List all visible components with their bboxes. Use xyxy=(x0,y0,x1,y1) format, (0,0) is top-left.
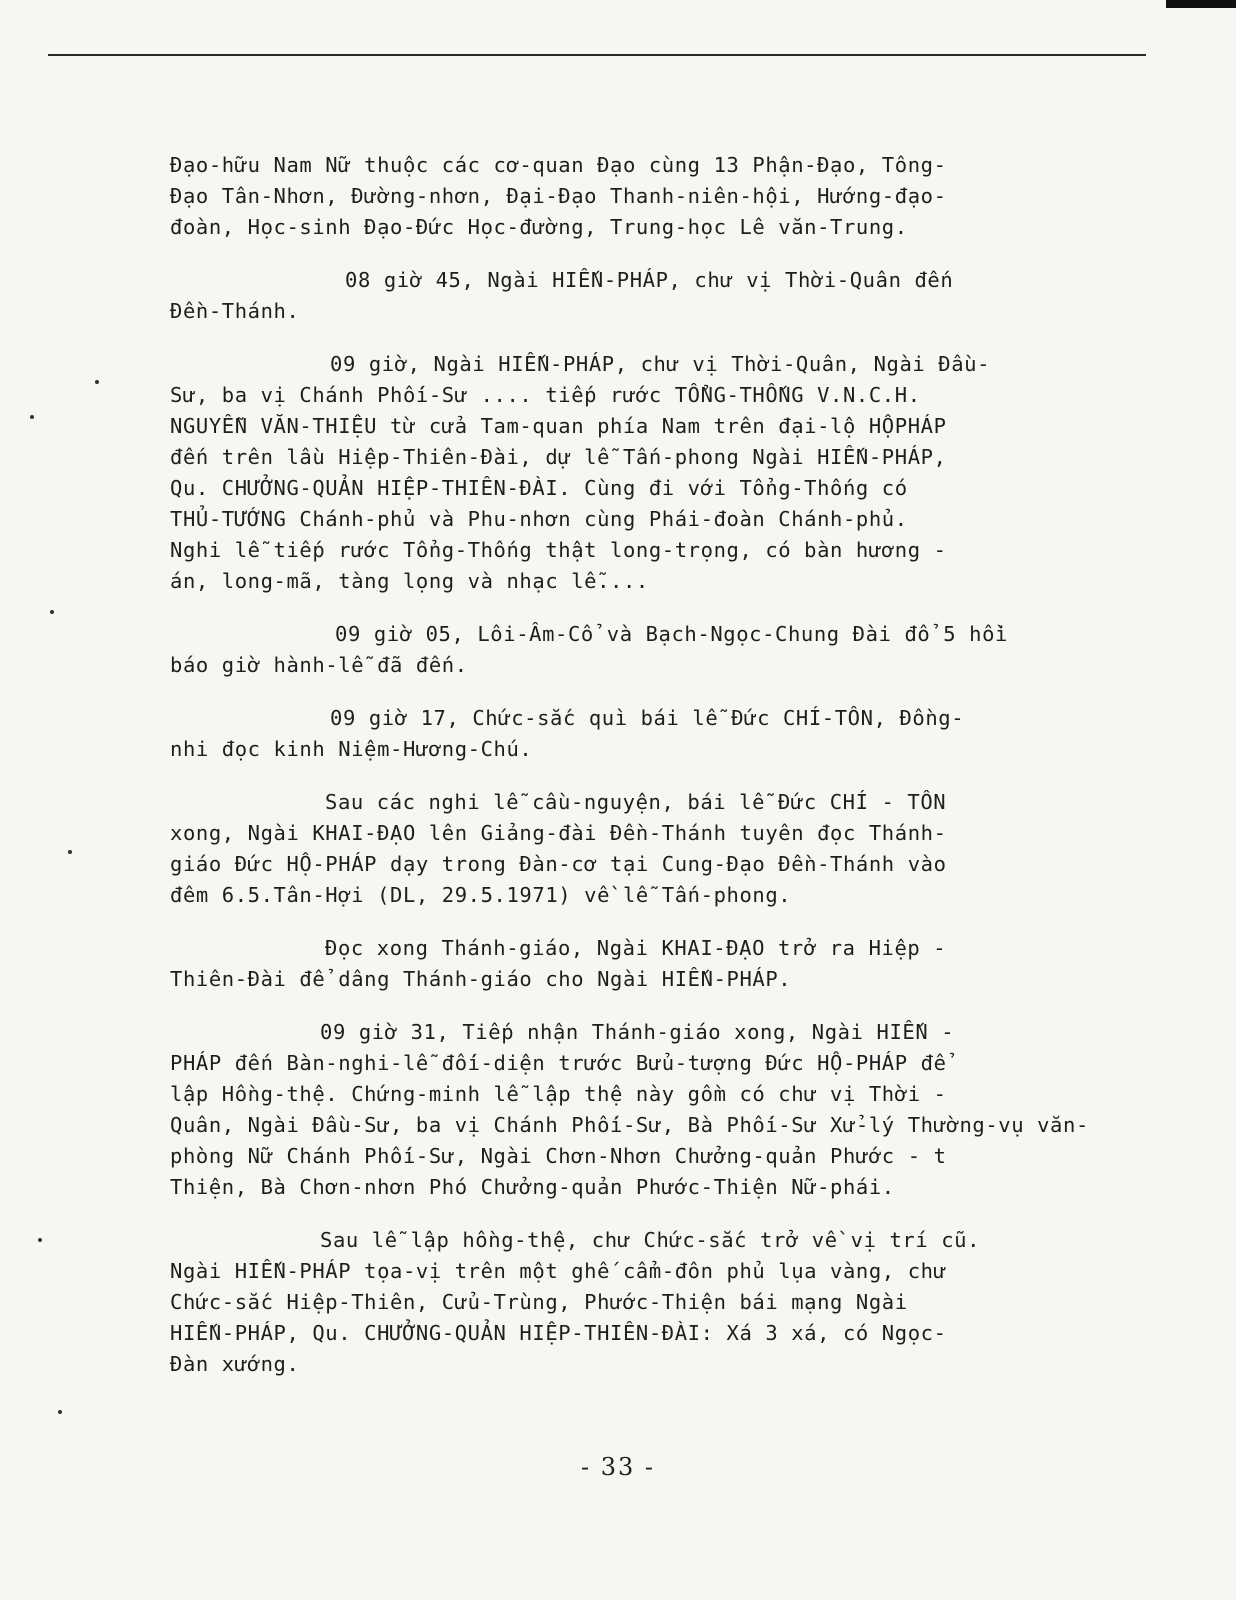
margin-dot xyxy=(50,610,54,614)
text-line: báo giờ hành-lễ đã đến. xyxy=(170,653,468,677)
text-line: Sư, ba vị Chánh Phối-Sư .... tiếp rước TỔNG-THỐNG V.N.C.H. xyxy=(170,383,921,407)
text-line: Đạo-hữu Nam Nữ thuộc các cơ-quan Đạo cùng 13 Phận-Đạo, Tông- xyxy=(170,153,947,177)
text-line: án, long-mã, tàng lọng và nhạc lễ.... xyxy=(170,569,649,593)
text-line: Chức-sắc Hiệp-Thiên, Cửu-Trùng, Phước-Thiện bái mạng Ngài xyxy=(170,1290,908,1314)
text-line: 09 giờ 05, Lôi-Âm-Cổ và Bạch-Ngọc-Chung Đài đổ 5 hồi xyxy=(335,622,1008,646)
paragraph xyxy=(170,703,1050,765)
text-line: 08 giờ 45, Ngài HIẾN-PHÁP, chư vị Thời-Quân đến xyxy=(345,268,954,292)
paragraph xyxy=(170,265,1050,327)
text-line: 09 giờ, Ngài HIẾN-PHÁP, chư vị Thời-Quân, Ngài Đầu- xyxy=(330,352,991,376)
margin-dot xyxy=(58,1410,62,1414)
text-line: xong, Ngài KHAI-ĐẠO lên Giảng-đài Đền-Thánh tuyên đọc Thánh- xyxy=(170,821,947,845)
text-line: Sau lễ lập hồng-thệ, chư Chức-sắc trở về vị trí cũ. xyxy=(320,1228,981,1252)
text-line: NGUYỄN VĂN-THIỆU từ cửa Tam-quan phía Nam trên đại-lộ HỘPHÁP xyxy=(170,414,947,438)
text-line: 09 giờ 17, Chức-sắc quì bái lễ Đức CHÍ-TÔN, Đồng- xyxy=(330,706,965,730)
text-line: Đạo Tân-Nhơn, Đường-nhơn, Đại-Đạo Thanh-niên-hội, Hướng-đạo- xyxy=(170,184,947,208)
margin-dot xyxy=(30,415,34,419)
header-rule xyxy=(48,54,1146,56)
text-line: Đàn xướng. xyxy=(170,1352,300,1376)
margin-dot xyxy=(95,380,99,384)
text-line: Đọc xong Thánh-giáo, Ngài KHAI-ĐẠO trở ra Hiệp - xyxy=(325,936,947,960)
text-line: Quân, Ngài Đầu-Sư, ba vị Chánh Phối-Sư, Bà Phối-Sư Xử-lý Thường-vụ văn- xyxy=(170,1113,1089,1137)
text-line: PHÁP đến Bàn-nghi-lễ đối-diện trước Bửu-tượng Đức HỘ-PHÁP để xyxy=(170,1051,947,1075)
paragraph xyxy=(170,150,1050,243)
text-line: đến trên lầu Hiệp-Thiên-Đài, dự lễ Tấn-phong Ngài HIẾN-PHÁP, xyxy=(170,445,947,469)
text-line: phòng Nữ Chánh Phối-Sư, Ngài Chơn-Nhơn Chưởng-quản Phước - t xyxy=(170,1144,947,1168)
text-line: Qu. CHƯỞNG-QUẢN HIỆP-THIÊN-ĐÀI. Cùng đi với Tổng-Thống có xyxy=(170,476,908,500)
text-line: HIẾN-PHÁP, Qu. CHƯỞNG-QUẢN HIỆP-THIÊN-ĐÀI: Xá 3 xá, có Ngọc- xyxy=(170,1321,947,1345)
paragraph xyxy=(170,619,1050,681)
document-body xyxy=(170,150,1089,1380)
paragraph xyxy=(170,787,1050,911)
scan-corner-mark xyxy=(1166,0,1236,8)
paragraph xyxy=(170,349,1050,597)
text-line: nhi đọc kinh Niệm-Hương-Chú. xyxy=(170,737,533,761)
text-line: đoàn, Học-sinh Đạo-Đức Học-đường, Trung-học Lê văn-Trung. xyxy=(170,215,908,239)
page-number: - 33 - xyxy=(580,1453,655,1481)
text-line: 09 giờ 31, Tiếp nhận Thánh-giáo xong, Ngài HIẾN - xyxy=(320,1020,955,1044)
text-line: Đền-Thánh. xyxy=(170,299,300,323)
paragraph xyxy=(170,933,1050,995)
paragraph xyxy=(170,1017,1089,1203)
text-line: giáo Đức HỘ-PHÁP dạy trong Đàn-cơ tại Cung-Đạo Đền-Thánh vào xyxy=(170,852,947,876)
text-line: đêm 6.5.Tân-Hợi (DL, 29.5.1971) về lễ Tấn-phong. xyxy=(170,883,792,907)
text-line: Nghi lễ tiếp rước Tổng-Thống thật long-trọng, có bàn hương - xyxy=(170,538,947,562)
text-line: Thiên-Đài để dâng Thánh-giáo cho Ngài HIẾN-PHÁP. xyxy=(170,967,792,991)
text-line: lập Hồng-thệ. Chứng-minh lễ lập thệ này gồm có chư vị Thời - xyxy=(170,1082,947,1106)
text-line: Thiện, Bà Chơn-nhơn Phó Chưởng-quản Phước-Thiện Nữ-phái. xyxy=(170,1175,895,1199)
margin-dot xyxy=(68,850,72,854)
text-line: THỦ-TƯỚNG Chánh-phủ và Phu-nhơn cùng Phái-đoàn Chánh-phủ. xyxy=(170,507,908,531)
margin-dot xyxy=(38,1238,42,1242)
text-line: Sau các nghi lễ cầu-nguyện, bái lễ Đức CHÍ - TÔN xyxy=(325,790,947,814)
paragraph xyxy=(170,1225,1050,1380)
text-line: Ngài HIẾN-PHÁP tọa-vị trên một ghế cẩm-đôn phủ lụa vàng, chư xyxy=(170,1259,947,1283)
